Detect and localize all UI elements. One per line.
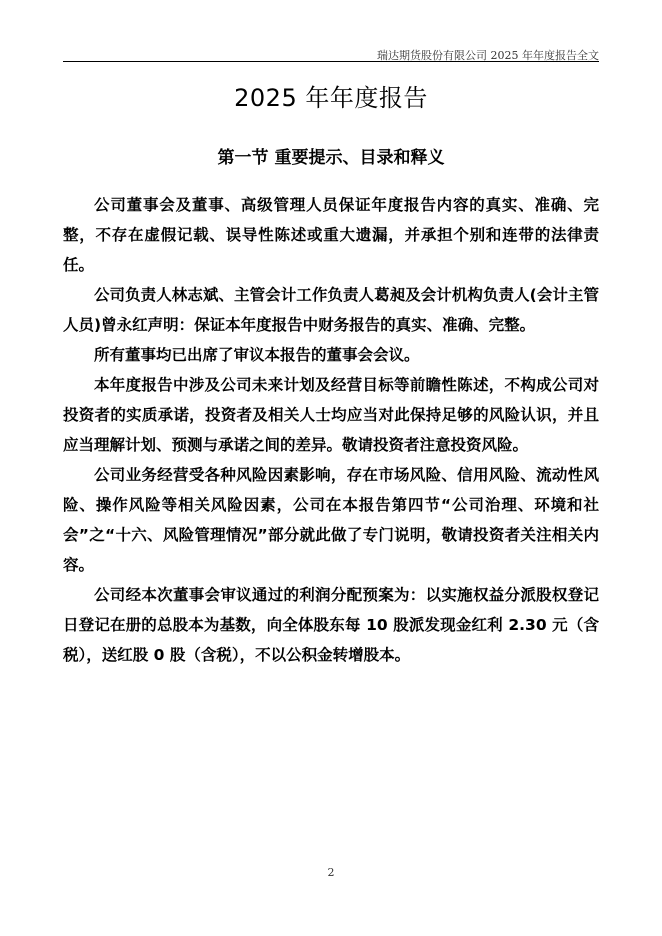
paragraph-responsible-persons: 公司负责人林志斌、主管会计工作负责人葛昶及会计机构负责人(会计主管人员)曾永红声明：保证本年度报告中财务报告的真实、准确、完整。 (63, 286, 599, 334)
paragraph-directors-attendance: 所有董事均已出席了审议本报告的董事会会议。 (94, 346, 420, 364)
section-title: 第一节 重要提示、目录和释义 (217, 148, 445, 168)
page-number: 2 (327, 866, 335, 879)
paragraph-forward-looking: 本年度报告中涉及公司未来计划及经营目标等前瞻性陈述，不构成公司对投资者的实质承诺，投资者及相关人士均应当对此保持足够的风险认识，并且应当理解计划、预测与承诺之间的差异。敬请投资者注意投资风险。 (63, 376, 599, 454)
document-body (63, 190, 599, 670)
paragraph-board-guarantee: 公司董事会及董事、高级管理人员保证年度报告内容的真实、准确、完整，不存在虚假记载、误导性陈述或重大遗漏，并承担个别和连带的法律责任。 (63, 196, 599, 274)
document-title: 2025 年年度报告 (234, 84, 428, 112)
running-header: 瑞达期货股份有限公司 2025 年年度报告全文 (377, 49, 599, 62)
paragraph-risk-factors: 公司业务经营受各种风险因素影响，存在市场风险、信用风险、流动性风险、操作风险等相关风险因素，公司在本报告第四节“公司治理、环境和社会”之“十六、风险管理情况”部分就此做了专门说明，敬请投资者关注相关内容。 (63, 466, 599, 574)
header-divider (63, 61, 599, 62)
paragraph-profit-distribution: 公司经本次董事会审议通过的利润分配预案为：以实施权益分派股权登记日登记在册的总股本为基数，向全体股东每 10 股派发现金红利 2.30 元（含税），送红股 0 股（含税），不以公积金转增股本。 (63, 586, 599, 664)
